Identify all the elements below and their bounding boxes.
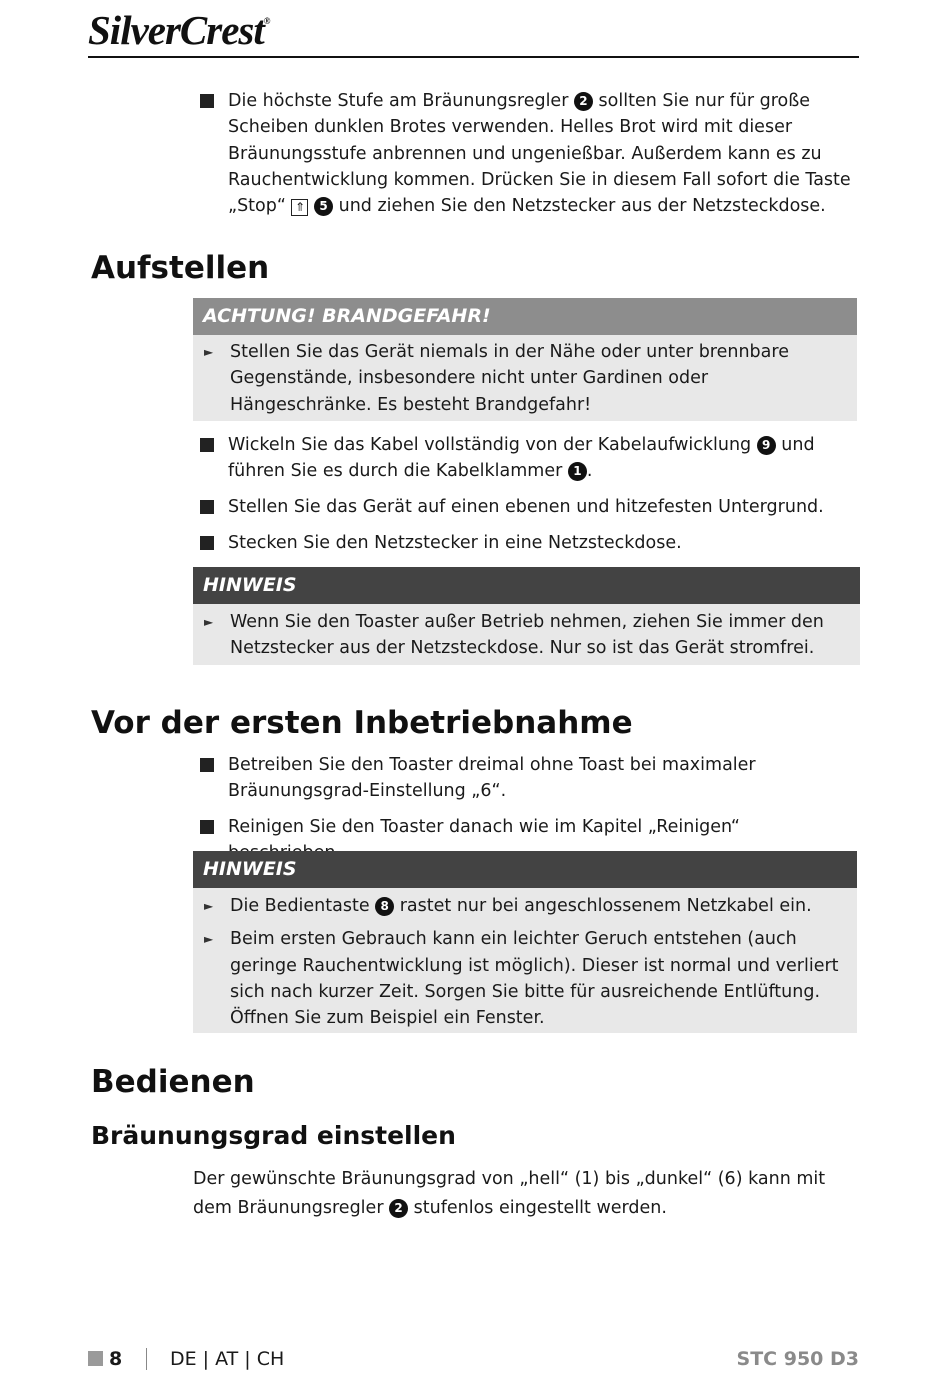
heading-aufstellen: Aufstellen — [91, 250, 270, 286]
bullet1-text-2: und führen Sie es durch die Kabelklammer — [228, 435, 815, 482]
warning-heading: ACHTUNG! BRANDGEFAHR! — [193, 298, 857, 335]
ref-number-2b: 2 — [389, 1199, 408, 1218]
intro-text-2: sollten Sie nur für große Scheiben dunklen Brotes verwenden. Helles Brot wird mit dieser Bräunungsstufe anbrennen und ungenießbar. Außerdem kann es zu Rauchentwicklung kommen. Drücken Sie in diesem Fall sofort die Taste „Stop“ — [228, 91, 851, 217]
page-marker-icon — [88, 1351, 103, 1366]
warning-box — [193, 298, 857, 421]
footer-page — [88, 1348, 122, 1370]
footer-divider — [146, 1348, 147, 1370]
note-box-2 — [193, 851, 857, 1033]
subheading-braeunungsgrad: Bräunungsgrad einstellen — [91, 1121, 456, 1150]
intro-bullet — [200, 88, 858, 219]
note-text-1: ► Wenn Sie den Toaster außer Betrieb nehmen, ziehen Sie immer den Netzstecker aus der Netzsteckdose. Nur so ist das Gerät stromfrei. — [193, 609, 860, 662]
heading-erste-inbetriebnahme: Vor der ersten Inbetriebnahme — [91, 705, 633, 741]
note-item1-text-1: Die Bedientaste — [230, 896, 376, 916]
warning-text: ► Stellen Sie das Gerät niemals in der Nähe oder unter brennbare Gegenstände, insbesondere nicht unter Gardinen oder Hängeschränke. Es besteht Brandgefahr! — [193, 339, 857, 418]
ref-number-1: 1 — [568, 462, 587, 481]
note-heading-2: HINWEIS — [193, 851, 857, 888]
note-item-1 — [193, 893, 857, 919]
heading-bedienen: Bedienen — [91, 1064, 255, 1100]
ref-number-9: 9 — [757, 436, 776, 455]
header-rule — [88, 56, 859, 58]
note-box-1 — [193, 567, 860, 665]
bullet1-text-3: . — [586, 461, 593, 482]
intro-text-3: und ziehen Sie den Netzstecker aus der Netzsteckdose. — [333, 196, 826, 217]
erste-bullet-2: Reinigen Sie den Toaster danach wie im Kapitel „Reinigen“ — [200, 814, 858, 867]
aufstellen-bullet-2: Stellen Sie das Gerät auf einen ebenen und hitzefesten Untergrund. — [200, 494, 858, 520]
footer-languages: DE | AT | CH — [170, 1348, 285, 1370]
note-item-2: ► Beim ersten Gebrauch kann ein leichter Geruch entstehen (auch geringe Rauchentwicklung ist möglich). Dieser ist normal und verliert sich nach kurzer Zeit. Sorgen Sie bitte für ausreichende Entlüftung. Öffnen Sie zum Beispiel ein Fenster. — [193, 926, 857, 1031]
ref-number-5: 5 — [314, 197, 333, 216]
ref-number-8: 8 — [375, 897, 394, 916]
brand-name: SilverCrest — [88, 7, 264, 53]
ref-number-2: 2 — [574, 92, 593, 111]
para-text-1: Der gewünschte Bräunungsgrad von „hell“ (1) bis „dunkel“ (6) kann mit dem Bräunungsregler — [193, 1169, 826, 1218]
aufstellen-bullet-1 — [200, 432, 858, 485]
aufstellen-bullet-3: Stecken Sie den Netzstecker in eine Netzsteckdose. — [200, 530, 858, 556]
note-heading-1: HINWEIS — [193, 567, 860, 604]
intro-text-1: Die höchste Stufe am Bräunungsregler — [228, 91, 574, 111]
brand-logo — [88, 6, 270, 54]
page-number: 8 — [109, 1348, 123, 1370]
erste-bullet-1: Betreiben Sie den Toaster dreimal ohne Toast bei maximaler Bräunungsgrad-Einstellung „6“. — [200, 752, 858, 805]
bedienen-paragraph — [193, 1165, 843, 1223]
note-item1-text-2: rastet nur bei angeschlossenem Netzkabel ein. — [394, 896, 812, 916]
footer-model: STC 950 D3 — [736, 1348, 859, 1370]
bullet1-text-1: Wickeln Sie das Kabel vollständig von der Kabelaufwicklung — [228, 435, 757, 455]
para-text-2: stufenlos eingestellt werden. — [408, 1198, 667, 1218]
registered-mark: ® — [263, 16, 270, 26]
stop-icon: ⇑ — [291, 199, 308, 216]
